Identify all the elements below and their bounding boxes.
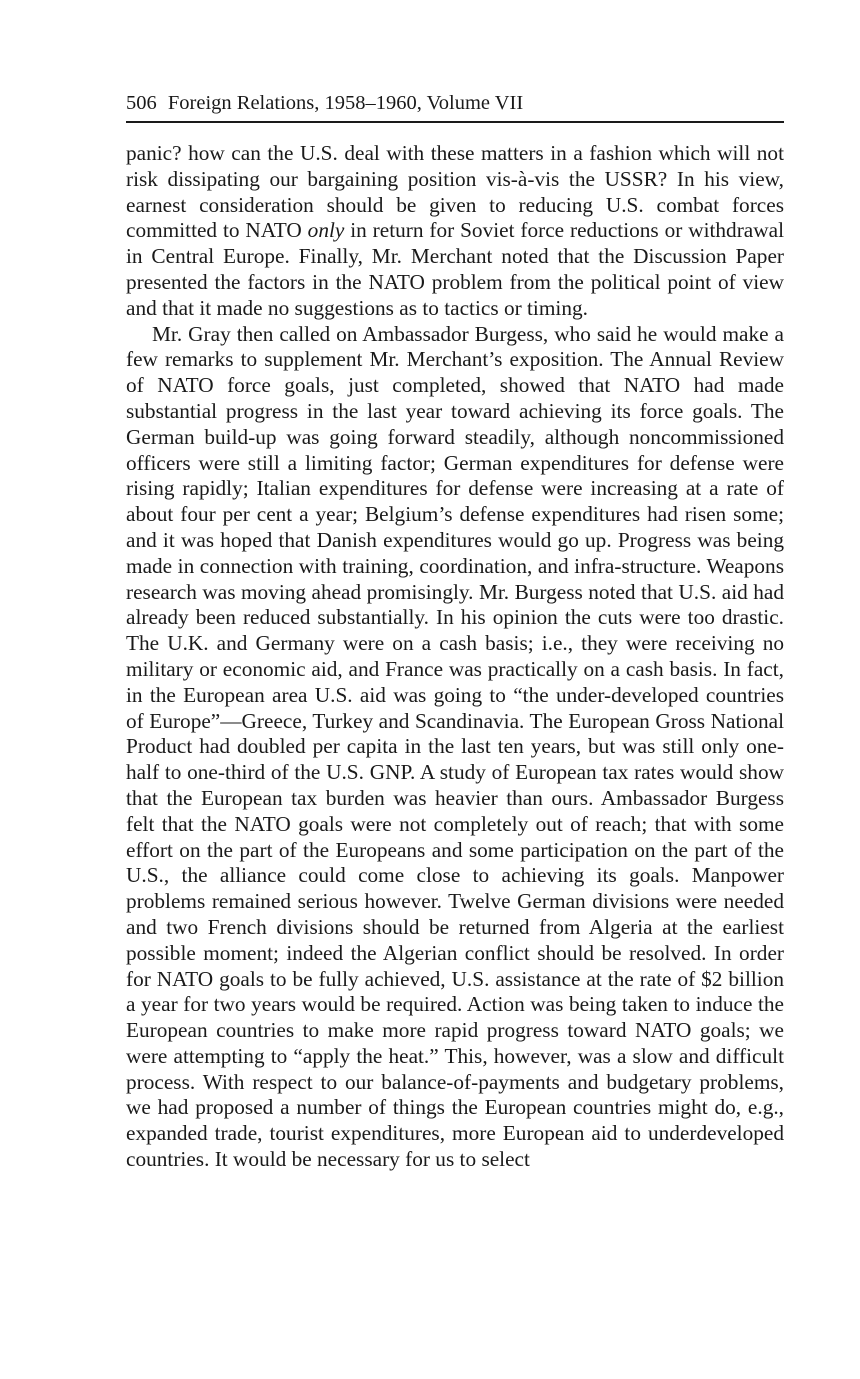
page-number: 506 — [126, 92, 157, 114]
emphasized-word: only — [307, 218, 345, 243]
paragraph-text-before-emphasis: panic? how can the U.S. deal with these matters in a fashion which will not risk dissipating our bargaining position vis-à-vis the USSR? In his view, earnest consideration should be given to reducing U.S. combat forces committed to NATO — [126, 141, 784, 243]
body-text — [126, 141, 784, 1173]
paragraph-continuation — [126, 141, 784, 322]
volume-title: Foreign Relations, 1958–1960, Volume VII — [167, 92, 524, 114]
document-page — [126, 88, 784, 1173]
paragraph-text-after-emphasis: in return for Soviet force reductions or withdrawal in Central Europe. Finally, Mr. Merchant noted that the Discussion Paper presented the factors in the NATO problem from the political point of view and that it made no suggestions as to tactics or timing. — [126, 218, 784, 320]
paragraph-burgess-remarks: Mr. Gray then called on Ambassador Burgess, who said he would make a few remarks to supplement Mr. Merchant’s exposition. The Annual Review of NATO force goals, just completed, showed that NATO had made substantial progress in the last year toward achieving its force goals. The German build-up was going forward steadily, although noncommissioned officers were still a limiting factor; German expenditures for defense were rising rapidly; Italian expenditures for defense were increasing at a rate of about four per cent a year; Belgium’s defense expenditures had risen some; and it was hoped that Danish expenditures would go up. Progress was being made in connection with training, coordination, and infra-structure. Weapons research was moving ahead promisingly. Mr. Burgess noted that U.S. aid had already been reduced substantially. In his opinion the cuts were too drastic. The U.K. and Germany were on a cash basis; i.e., they were receiving no military or economic aid, and France was practically on a cash basis. In fact, in the European area U.S. aid was going to “the under-developed countries of Europe”—Greece, Turkey and Scandinavia. The European Gross National Product had doubled per capita in the last ten years, but was still only one-half to one-third of the U.S. GNP. A study of European tax rates would show that the European tax burden was heavier than ours. Ambassador Burgess felt that the NATO goals were not completely out of reach; that with some effort on the part of the Europeans and some participation on the part of the U.S., the alliance could come close to achieving its goals. Manpower problems remained serious however. Twelve German divisions were needed and two French divisions should be returned from Algeria at the earliest possible moment; indeed the Algerian conflict should be resolved. In order for NATO goals to be fully achieved, U.S. assistance at the rate of $2 billion a year for two years would be required. Action was being taken to induce the European countries to make more rapid progress toward NATO goals; we were attempting to “apply the heat.” This, however, was a slow and difficult process. With respect to our balance-of-payments and budgetary problems, we had proposed a number of things the European countries might do, e.g., expanded trade, tourist expenditures, more European aid to underdeveloped countries. It would be necessary for us to select — [126, 321, 784, 1172]
running-head — [126, 88, 784, 123]
